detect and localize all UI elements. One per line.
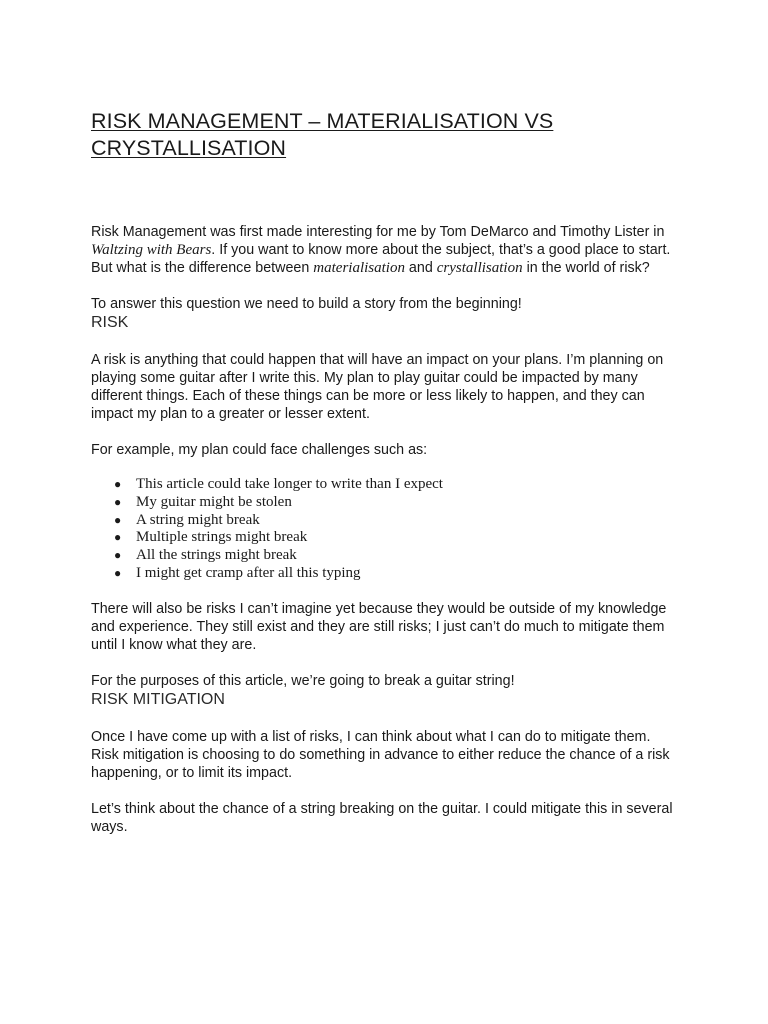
list-item: [91, 565, 681, 583]
unknown-risks-paragraph: There will also be risks I can’t imagine yet because they would be outside of my knowledge and experience. They still exist and they are still risks; I just can’t do much to mitigate them until I know what they are.: [91, 600, 667, 653]
list-item-text: This article could take longer to write than I expect: [136, 476, 443, 492]
intro-text-1: Risk Management was first made interesting for me by Tom DeMarco and Timothy Lister in: [91, 224, 665, 240]
answer-paragraph: To answer this question we need to build a story from the beginning!: [91, 296, 522, 312]
document-page: [91, 108, 681, 836]
section-heading-risk-mitigation: RISK MITIGATION: [91, 690, 225, 708]
bullet-icon: ●: [114, 548, 122, 563]
list-item: [91, 547, 681, 565]
intro-text-2: . If you want to know more about the subject, that’s a good place to start. But what is the difference between: [91, 242, 671, 276]
bullet-icon: ●: [114, 494, 122, 509]
list-item-text: I might get cramp after all this typing: [136, 564, 361, 581]
list-item-text: My guitar might be stolen: [136, 493, 292, 510]
risk-paragraph: A risk is anything that could happen that will have an impact on your plans. I’m planning on playing some guitar after I write this. My plan to play guitar could be impacted by many different things. Each of these things can be more or less likely to happen, and they can impact my plan to a greater or lesser extent.: [91, 352, 664, 422]
bullet-icon: ●: [114, 477, 122, 491]
page-title: [91, 108, 681, 162]
intro-paragraph: [91, 223, 681, 277]
page-title-line-1: RISK MANAGEMENT – MATERIALISATION VS: [91, 109, 554, 133]
bullet-icon: ●: [114, 512, 122, 527]
intro-text-3: and: [404, 260, 437, 276]
list-item: [91, 476, 681, 494]
bullet-icon: ●: [114, 565, 122, 580]
term-crystallisation: crystallisation: [436, 260, 523, 276]
example-intro-paragraph: For example, my plan could face challenges such as:: [91, 442, 428, 458]
string-breaking-paragraph: Let’s think about the chance of a string breaking on the guitar. I could mitigate this in several ways.: [91, 800, 673, 835]
list-item: [91, 529, 681, 547]
intro-text-4: in the world of risk?: [522, 260, 650, 276]
list-item: [91, 512, 681, 530]
book-title: Waltzing with Bears: [91, 242, 212, 258]
list-item: [91, 494, 681, 512]
list-item-text: All the strings might break: [136, 547, 297, 564]
mitigation-paragraph: Once I have come up with a list of risks, I can think about what I can do to mitigate them. Risk mitigation is choosing to do something in advance to either reduce the chance of a risk happening, or to limit its impact.: [91, 728, 670, 781]
bullet-icon: ●: [114, 530, 122, 545]
purposes-paragraph: For the purposes of this article, we’re going to break a guitar string!: [91, 672, 515, 689]
term-materialisation: materialisation: [313, 260, 405, 276]
list-item-text: Multiple strings might break: [136, 529, 308, 546]
risk-list: [91, 476, 681, 583]
page-title-line-2: CRYSTALLISATION: [91, 136, 287, 160]
section-heading-risk: RISK: [91, 314, 129, 331]
list-item-text: A string might break: [136, 511, 260, 528]
